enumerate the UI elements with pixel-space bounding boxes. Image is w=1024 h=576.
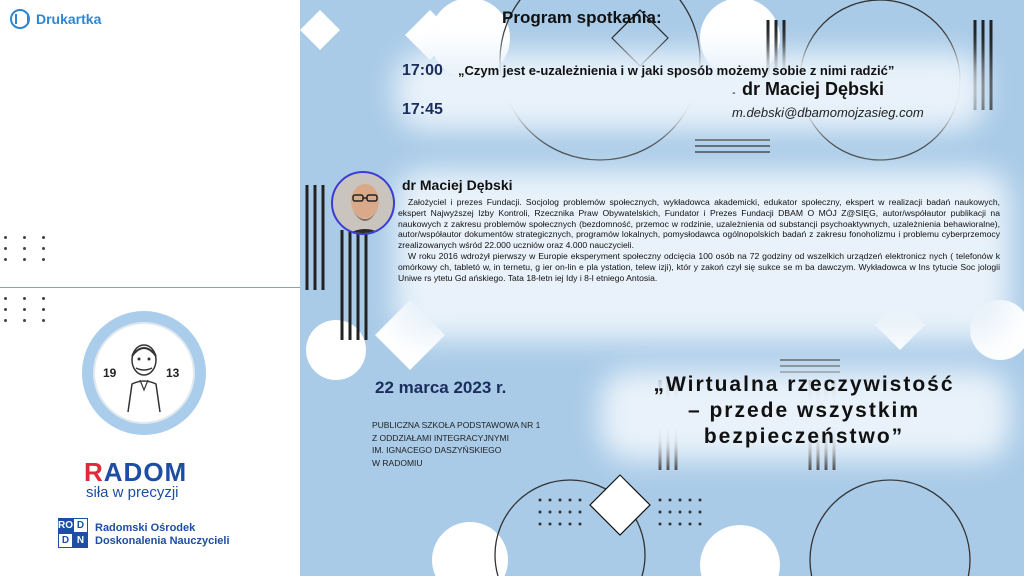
time-slot-2: 17:45	[402, 101, 443, 118]
divider-line	[0, 287, 300, 288]
bio-text	[398, 197, 1000, 283]
left-panel	[0, 0, 300, 576]
rodn-logo-icon: RO D D N	[58, 518, 88, 548]
school-name: PUBLICZNA SZKOŁA PODSTAWOWA NR 1 Z ODDZIAŁAMI INTEGRACYJNYMI IM. IGNACEGO DASZYŃSKIEGO W RADOMIU	[372, 420, 541, 468]
speaker-avatar	[331, 171, 395, 235]
speaker-dash: -	[732, 87, 736, 99]
program-title: Program spotkania:	[502, 8, 662, 27]
radom-logo: RADOM	[84, 457, 188, 487]
time-slot-1: 17:00	[402, 62, 443, 79]
right-panel	[300, 0, 1024, 576]
speaker-name: dr Maciej Dębski	[742, 79, 885, 99]
brand-name: Drukartka	[36, 11, 102, 27]
event-slogan: „Wirtualna rzeczywistość – przede wszystkim bezpieczeństwo”	[653, 373, 955, 448]
dot-grid-decoration	[4, 236, 46, 261]
brand	[10, 9, 101, 29]
rodn-name: Radomski Ośrodek Doskonalenia Nauczycieli	[95, 522, 230, 547]
speaker-email: m.debski@dbamomojzasieg.com	[732, 105, 924, 120]
bio-paragraph-2: W roku 2016 wdrożył pierwszy w Europie eksperyment społeczny odcięcia 100 osób na 72 godziny od wszelkich urządzeń elektronicz nych ( telefonów k omórkowy ch, tabletó w, in ternetu, g ier on-lin e pla ystation, telew izji), któr y zakoń czył się sukce se m ba dawczym. Wykładowca w Ins tytucie Soc jologii Uniwe rs ytetu Gd ańskiego. Tata 18-letn iej Idy i 8-l etniego Antosia.	[398, 250, 1000, 283]
medal-year-right: 13	[166, 366, 180, 380]
dot-grid-decoration	[4, 297, 46, 322]
bio-paragraph-1: Założyciel i prezes Fundacji. Socjolog problemów społecznych, wykładowca akademicki, edukator społeczny, ekspert w realizacji badań naukowych, ekspert Najwyższej Izby Kontroli, Rzecznika Praw Obywatelskich, Fundator i Prezes Fundacji DBAM O MÓJ Z@SIĘG, autor/współautor publikacji na naukowych z zakresu problemów społecznych (bezdomność, przemoc w rodzinie, uzależnienia od substancji psychoaktywnych, uzależnienia behawioralne), autor/współautor dokumentów strategicznych, programów lokalnych, pomysłodawca ogólnopolskich badań z zakresu fonoholizmu i problemu cyberprzemocy zrealizowanych wśród 22.000 uczniów oraz 4.000 nauczycieli.	[398, 197, 1000, 251]
radom-tagline: siła w precyzji	[86, 484, 179, 501]
bio-name: dr Maciej Dębski	[402, 177, 513, 193]
portrait-sketch-icon	[118, 338, 170, 412]
medal-year-left: 19	[103, 366, 117, 380]
brand-logo-icon	[10, 9, 30, 29]
event-date: 22 marca 2023 r.	[375, 378, 507, 397]
topic-1: „Czym jest e-uzależnienia i w jaki sposób możemy sobie z nimi radzić”	[458, 63, 895, 78]
